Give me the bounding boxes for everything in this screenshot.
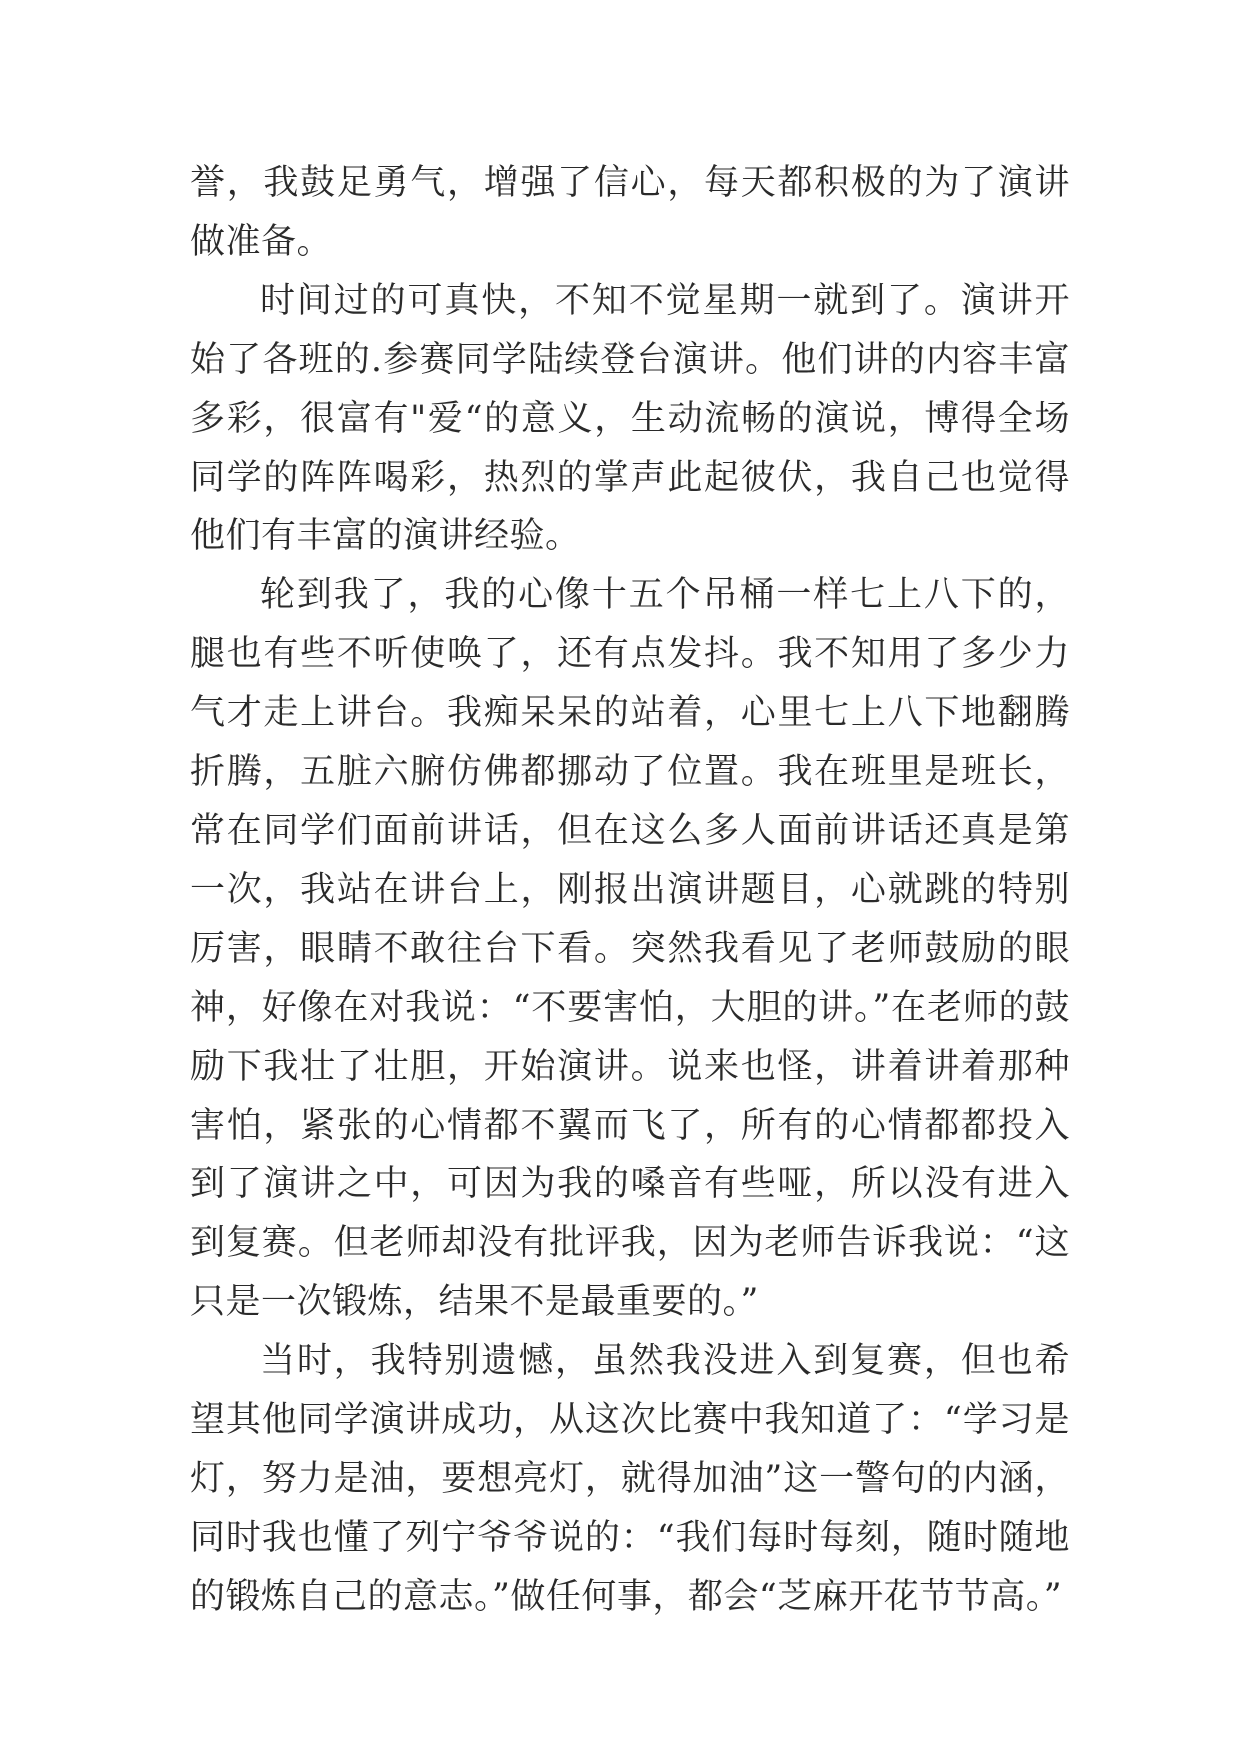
document-body <box>190 154 1070 1627</box>
paragraph-4: 当时，我特别遗憾，虽然我没进入到复赛，但也希望其他同学演讲成功，从这次比赛中我知道了：“学习是灯，努力是油，要想亮灯，就得加油”这一警句的内涵，同时我也懂了列宁爷爷说的：“我们每时每刻，随时随地的锻炼自己的意志。”做任何事，都会“芝麻开花节节高。” <box>190 1341 1070 1617</box>
paragraph-1: 誉，我鼓足勇气，增强了信心，每天都积极的为了演讲做准备。 <box>190 163 1070 262</box>
paragraph-3: 轮到我了，我的心像十五个吊桶一样七上八下的，腿也有些不听使唤了，还有点发抖。我不知用了多少力气才走上讲台。我痴呆呆的站着，心里七上八下地翻腾折腾，五脏六腑仿佛都挪动了位置。我在班里是班长，常在同学们面前讲话，但在这么多人面前讲话还真是第一次，我站在讲台上，刚报出演讲题目，心就跳的特别厉害，眼睛不敢往台下看。突然我看见了老师鼓励的眼神，好像在对我说：“不要害怕，大胆的讲。”在老师的鼓励下我壮了壮胆，开始演讲。说来也怪，讲着讲着那种害怕，紧张的心情都不翼而飞了，所有的心情都都投入到了演讲之中，可因为我的嗓音有些哑，所以没有进入到复赛。但老师却没有批评我，因为老师告诉我说：“这只是一次锻炼，结果不是最重要的。” <box>190 575 1070 1323</box>
paragraph-2: 时间过的可真快，不知不觉星期一就到了。演讲开始了各班的.参赛同学陆续登台演讲。他们讲的内容丰富多彩，很富有"爱“的意义，生动流畅的演说，博得全场同学的阵阵喝彩，热烈的掌声此起彼伏，我自己也觉得他们有丰富的演讲经验。 <box>190 280 1070 557</box>
